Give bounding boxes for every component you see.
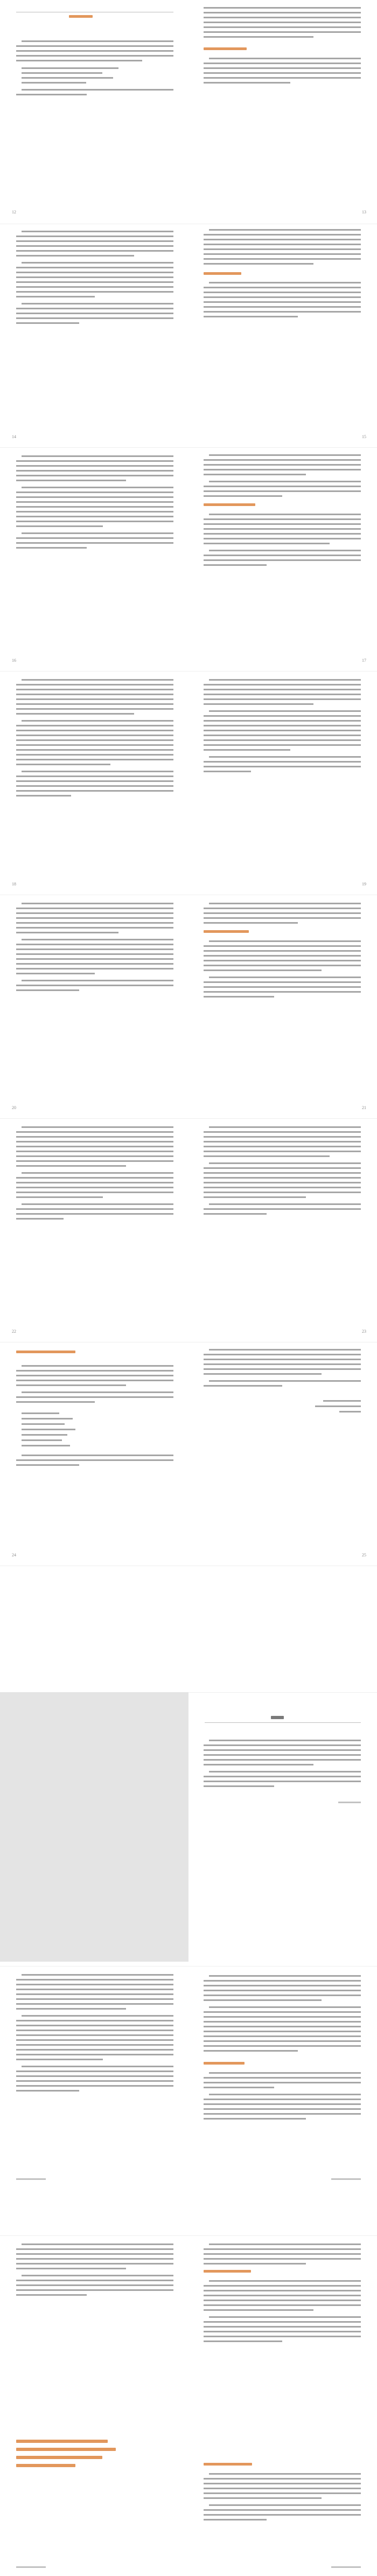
page-number: 18 [12,882,16,887]
body-text [204,2242,361,2266]
body-text [204,1161,361,1200]
page-number: 25 [362,1553,366,1557]
signature-line [315,1405,361,1407]
section-heading [204,47,247,50]
body-text [204,677,361,707]
body-text [16,1390,173,1404]
list-line [22,67,118,69]
pull-quote-line [16,2456,102,2459]
body-text [16,978,173,993]
body-text [204,901,361,925]
body-text [204,2071,361,2090]
page-number: 16 [12,658,16,663]
page-number: 13 [362,210,366,214]
body-text [204,548,361,567]
body-text [16,1363,173,1388]
body-text [204,1347,361,1376]
list-line [22,72,102,74]
section-heading [204,2463,252,2466]
body-text [16,718,173,767]
section-heading [204,2062,245,2065]
body-text [204,453,361,477]
spread-divider [0,447,377,448]
page-number: 21 [362,1105,366,1110]
body-text [204,5,361,39]
body-text [16,1972,173,2011]
list-line [22,1439,62,1441]
body-text [204,939,361,973]
body-text [16,1453,173,1467]
body-text [204,1973,361,2003]
page-footer [331,2178,361,2180]
body-text [204,2092,361,2121]
body-text [204,2503,361,2522]
body-text [16,1171,173,1200]
list-line [22,1423,65,1425]
body-text [204,2005,361,2053]
body-text [204,1738,361,1767]
section-title [271,1716,284,1719]
spread-divider [0,1118,377,1119]
heading-rule [205,1722,361,1723]
list-line [22,1412,59,1414]
body-text [16,2242,173,2271]
page-footer [331,2566,361,2568]
spread-divider [0,2235,377,2236]
body-text [204,280,361,319]
body-text [16,454,173,483]
pull-quote-line [16,2464,75,2467]
section-heading [204,503,255,506]
signature-line [323,1400,361,1402]
pull-quote-line [16,2448,116,2451]
page-number: 12 [12,210,16,214]
body-text [204,2279,361,2312]
page-number: 23 [362,1329,366,1334]
body-text [16,937,173,976]
body-text [16,301,173,326]
body-text [16,677,173,716]
body-text [204,709,361,752]
page-number: 19 [362,882,366,887]
body-text [16,229,173,258]
page-footer [16,2178,46,2180]
divider-page [0,1692,188,1962]
body-text [16,531,173,550]
body-text [204,754,361,774]
body-text [16,2273,173,2297]
section-heading [204,930,249,933]
body-text [204,2315,361,2344]
body-text [16,2064,173,2093]
page-number: 17 [362,658,366,663]
page-number: 14 [12,434,16,439]
body-text [16,87,173,97]
list-line [22,1445,70,1446]
body-text [204,227,361,266]
list-line [22,1434,67,1436]
section-heading [16,1351,75,1353]
body-text [16,769,173,798]
signature-line [339,1411,361,1412]
body-text [16,901,173,935]
section-heading [204,2270,251,2273]
body-text [204,56,361,85]
page-number: 15 [362,434,366,439]
body-text [204,1379,361,1388]
body-text [16,39,173,63]
list-line [22,77,113,79]
pull-quote-line [16,2440,108,2443]
section-heading [204,272,241,275]
list-line [22,1429,75,1430]
body-text [204,512,361,546]
list-line [22,82,86,84]
body-text [16,2013,173,2062]
page-number: 20 [12,1105,16,1110]
body-text [204,1202,361,1216]
body-text [204,1769,361,1789]
chapter-heading [69,15,93,18]
page-footer [16,2566,46,2568]
list-line [22,1418,73,1419]
body-text [16,1202,173,1221]
page-footer [338,1802,361,1803]
body-text [16,485,173,529]
body-text [16,1125,173,1168]
body-text [204,2471,361,2501]
body-text [204,975,361,999]
page-number: 24 [12,1553,16,1557]
body-text [16,260,173,299]
page-number: 22 [12,1329,16,1334]
body-text [204,479,361,498]
body-text [204,1125,361,1159]
